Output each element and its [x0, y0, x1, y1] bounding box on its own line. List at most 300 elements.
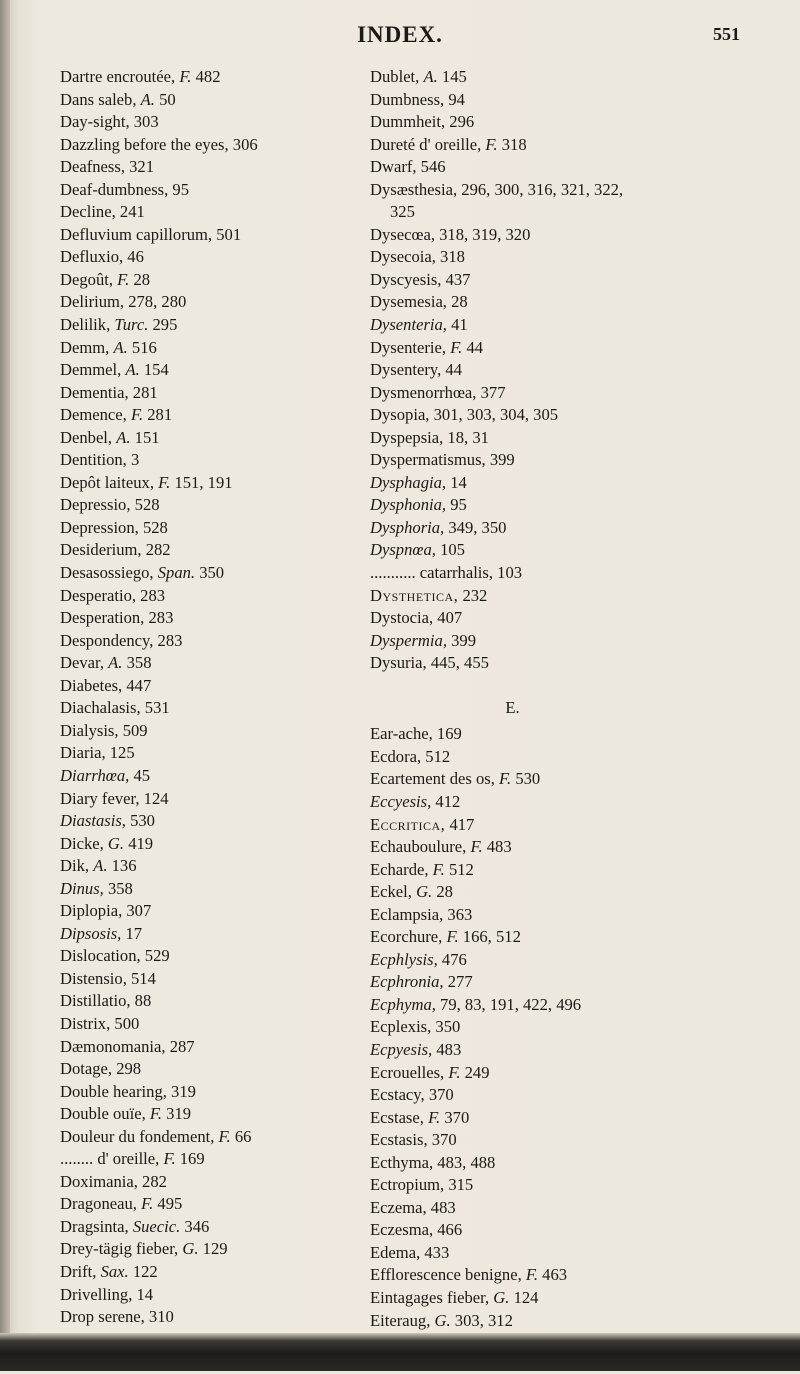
index-entry-text: F.	[163, 1149, 176, 1169]
index-entry-text: Dysmenorrhœa, 377	[370, 382, 506, 402]
index-entry-text: Dik,	[60, 856, 94, 876]
index-entry	[60, 246, 360, 269]
index-entry	[370, 746, 775, 769]
index-entry	[60, 765, 360, 788]
index-entry	[370, 971, 775, 994]
index-entry-text: Demmel,	[60, 360, 126, 380]
index-entry-text: 350	[195, 563, 225, 583]
index-entry-text: 151	[130, 427, 160, 447]
index-entry-text: 530	[511, 769, 541, 789]
index-entry	[370, 1174, 775, 1197]
index-entry-text: Doximania, 282	[60, 1171, 167, 1191]
index-entry-text: Dipsosis,	[60, 923, 122, 943]
index-entry-text: A.	[93, 856, 108, 876]
index-entry-text: Deaf-dumbness, 95	[60, 179, 190, 199]
index-entry	[370, 201, 775, 224]
index-entry-text: Demm,	[60, 337, 114, 357]
index-entry	[60, 1036, 360, 1059]
index-entry	[370, 449, 775, 472]
index-entry-text: Dementia, 281	[60, 382, 158, 402]
index-entry	[60, 382, 360, 405]
index-entry-text: Dæmonomania, 287	[60, 1036, 195, 1056]
index-entry-text: Ecphronia,	[370, 972, 444, 992]
index-entry-text: Ecartement des os,	[370, 769, 500, 789]
index-entry-text: Desperatio, 283	[60, 585, 166, 605]
index-entry-text: A.	[108, 653, 123, 673]
index-entry	[60, 990, 360, 1013]
index-entry-text: F.	[179, 67, 192, 86]
index-entry-text: E.	[505, 697, 520, 717]
index-entry-text: 105	[435, 540, 465, 560]
index-entry-text: Dyspnœa,	[370, 540, 436, 560]
index-entry-text: Dysecoia, 318	[370, 247, 465, 267]
index-entry	[370, 134, 775, 157]
index-entry-text: Dysphoria,	[370, 517, 445, 537]
page-spine-shadow	[0, 0, 10, 1371]
index-entry-text: Drift,	[60, 1261, 101, 1281]
index-entry-text: Ecdora, 512	[370, 746, 451, 766]
index-entry-text: Drey-tägig fieber,	[60, 1239, 183, 1259]
index-entry-text: Dans saleb,	[60, 89, 141, 109]
index-entry-text: Ecstasis, 370	[370, 1130, 457, 1150]
index-entry	[370, 768, 775, 791]
index-entry-text: G.	[107, 833, 125, 853]
index-entry-text: 495	[153, 1194, 183, 1214]
index-entry-text: 44	[462, 337, 484, 357]
index-entry-text: Dyscyesis, 437	[370, 269, 471, 289]
index-entry-text: Dragoneau,	[60, 1194, 142, 1214]
index-entry-text: Dureté d' oreille,	[370, 134, 486, 154]
index-entry	[370, 179, 775, 202]
index-column-right	[370, 66, 775, 1332]
index-entry	[60, 1306, 360, 1329]
index-entry-text: 463	[538, 1265, 568, 1285]
index-entry	[370, 1039, 775, 1062]
index-entry	[370, 836, 775, 859]
index-entry-text: Distensio, 514	[60, 968, 156, 988]
index-entry	[370, 427, 775, 450]
index-entry	[60, 968, 360, 991]
index-entry-text: Echauboulure,	[370, 837, 471, 857]
index-entry-text: Ecpyesis,	[370, 1039, 433, 1059]
index-entry-text: 145	[437, 67, 467, 86]
index-entry	[370, 1129, 775, 1152]
index-entry-text: Dwarf, 546	[370, 157, 446, 177]
index-entry-text: 358	[103, 878, 133, 898]
index-entry-text: Ecrouelles,	[370, 1062, 449, 1082]
index-entry-text: Dyspermia,	[370, 630, 447, 650]
index-entry-text: 154	[139, 360, 169, 380]
index-entry	[370, 630, 775, 653]
index-entry-text: Diabetes, 447	[60, 675, 152, 695]
index-entry-text: G.	[434, 1310, 451, 1330]
index-entry-text: F.	[218, 1126, 231, 1146]
index-entry-text: F.	[446, 927, 459, 947]
index-entry-text: 325	[390, 202, 415, 222]
index-entry-text: Dialysis, 509	[60, 720, 148, 740]
index-entry	[60, 66, 360, 89]
index-entry-text: Defluvium capillorum, 501	[60, 224, 242, 244]
index-entry-text: Dysecœa, 318, 319, 320	[370, 224, 531, 244]
index-entry-text: Efflorescence benigne,	[370, 1265, 526, 1285]
index-entry-text: Ecthyma, 483, 488	[370, 1152, 496, 1172]
index-entry-text: Distrix, 500	[60, 1013, 140, 1033]
index-entry-text: 232	[458, 585, 488, 605]
index-entry-text: A.	[140, 89, 155, 109]
index-entry-text: Eccyesis,	[370, 791, 432, 811]
index-entry	[60, 1013, 360, 1036]
index-entry-text: Dentition, 3	[60, 450, 140, 470]
index-entry-text: F.	[499, 769, 512, 789]
index-entry-text: 50	[154, 89, 176, 109]
index-entry-text: Depôt laiteux,	[60, 472, 159, 492]
index-entry-text: 303, 312	[450, 1310, 513, 1330]
index-entry	[370, 539, 775, 562]
index-entry-text: Dysopia, 301, 303, 304, 305	[370, 405, 559, 425]
index-entry-text: F.	[525, 1265, 539, 1285]
index-entry-text: Diachalasis, 531	[60, 698, 170, 718]
index-entry-text: 358	[122, 653, 152, 673]
index-entry	[60, 1126, 360, 1149]
index-entry-text: Eclampsia, 363	[370, 904, 473, 924]
index-entry	[370, 1197, 775, 1220]
index-entry	[60, 156, 360, 179]
index-entry-text: 79, 83, 191, 422, 496	[435, 994, 582, 1014]
index-entry-text: A.	[423, 67, 438, 86]
index-entry-text: 129	[198, 1239, 228, 1259]
index-entry-text: Ear-ache, 169	[370, 724, 462, 744]
index-entry	[60, 585, 360, 608]
index-entry-text: F.	[448, 1062, 461, 1082]
index-entry	[60, 788, 360, 811]
index-entry-text: 95	[446, 495, 467, 515]
index-entry-text: Eczesma, 466	[370, 1220, 463, 1240]
index-entry-text: A.	[116, 427, 131, 447]
index-entry	[370, 66, 775, 89]
index-entry	[370, 949, 775, 972]
index-entry-text: 349, 350	[444, 517, 507, 537]
index-entry-text: Eckel,	[370, 882, 417, 902]
index-entry-text: Dummheit, 296	[370, 112, 475, 132]
index-entry	[370, 1264, 775, 1287]
index-entry	[60, 1148, 360, 1171]
index-entry-text: Desperation, 283	[60, 608, 174, 628]
index-entry	[370, 111, 775, 134]
index-entry-text: Demence,	[60, 405, 131, 425]
index-entry-text: 399	[446, 630, 477, 650]
index-entry	[60, 742, 360, 765]
index-entry	[60, 89, 360, 112]
index-entry	[60, 720, 360, 743]
index-entry	[60, 900, 360, 923]
index-entry-text: Diarrhœa,	[60, 765, 130, 785]
running-head	[0, 22, 800, 52]
index-entry	[370, 1152, 775, 1175]
index-entry	[60, 179, 360, 202]
index-entry	[60, 314, 360, 337]
index-entry-text: Degoût,	[60, 269, 118, 289]
index-entry-text: Diaria, 125	[60, 743, 135, 763]
index-entry-text: 166, 512	[458, 927, 521, 947]
index-entry-text: Ecphyma,	[370, 994, 436, 1014]
index-entry-text: 417	[445, 814, 475, 834]
index-entry-text: 151, 191	[170, 472, 233, 492]
index-entry	[60, 539, 360, 562]
page-bottom-edge	[0, 1333, 800, 1371]
index-entry-text: Depression, 528	[60, 517, 168, 537]
index-entry	[60, 855, 360, 878]
index-entry-text: Denbel,	[60, 427, 117, 447]
index-entry-text: 482	[191, 67, 221, 86]
index-entry-text: Decline, 241	[60, 202, 145, 222]
index-entry-text: 483	[482, 837, 512, 857]
page-number: 551	[713, 24, 740, 44]
index-entry	[60, 878, 360, 901]
index-entry	[60, 291, 360, 314]
index-entry	[370, 1107, 775, 1130]
index-entry	[370, 404, 775, 427]
index-entry-text: Devar,	[60, 653, 109, 673]
index-entry-text: Delilik,	[60, 315, 115, 335]
index-entry	[370, 1242, 775, 1265]
index-entry	[370, 926, 775, 949]
index-entry-text: F.	[428, 1107, 441, 1127]
index-entry-text: Eiteraug,	[370, 1310, 435, 1330]
index-entry	[60, 111, 360, 134]
index-entry	[60, 427, 360, 450]
index-entry-text: F.	[130, 405, 144, 425]
index-entry-text: 419	[124, 833, 154, 853]
index-entry	[60, 1284, 360, 1307]
index-entry-text: 249	[460, 1062, 490, 1082]
index-entry-text: Eintagages fieber,	[370, 1287, 494, 1307]
index-entry-text: Dysphonia,	[370, 495, 447, 515]
index-entry	[60, 269, 360, 292]
index-entry	[370, 291, 775, 314]
index-entry	[60, 224, 360, 247]
index-entry	[370, 314, 775, 337]
index-entry-text: Dazzling before the eyes, 306	[60, 134, 258, 154]
index-entry-text: Depressio, 528	[60, 495, 160, 515]
index-entry	[370, 562, 775, 585]
index-entry-text: 516	[127, 337, 157, 357]
index-entry	[60, 1081, 360, 1104]
index-entry	[60, 675, 360, 698]
index-entry	[370, 1016, 775, 1039]
index-entry-text: Double ouïe,	[60, 1104, 150, 1124]
index-entry	[370, 1084, 775, 1107]
index-entry-text: 17	[121, 923, 143, 943]
index-entry-text: Dicke,	[60, 833, 108, 853]
index-entry-text: Day-sight, 303	[60, 112, 159, 132]
index-entry	[60, 810, 360, 833]
index-entry-text: Dotage, 298	[60, 1059, 142, 1079]
index-column-left	[60, 66, 360, 1374]
index-entry-text: Dyspepsia, 18, 31	[370, 427, 489, 447]
index-entry-text: 346	[180, 1216, 210, 1236]
index-entry-text: Dinus,	[60, 878, 104, 898]
index-entry	[60, 652, 360, 675]
index-entry	[370, 994, 775, 1017]
index-entry	[370, 904, 775, 927]
index-entry-text: F.	[450, 337, 463, 357]
index-entry	[370, 1062, 775, 1085]
index-entry	[60, 630, 360, 653]
index-entry	[370, 814, 775, 837]
index-entry-text: Desasossiego,	[60, 563, 158, 583]
index-entry	[60, 1238, 360, 1261]
index-entry-text: Distillatio, 88	[60, 991, 152, 1011]
index-entry-text: 281	[143, 405, 173, 425]
index-entry	[370, 859, 775, 882]
index-entry	[60, 404, 360, 427]
index-entry-text: F.	[149, 1104, 163, 1124]
index-entry-text: ........... catarrhalis, 103	[370, 563, 523, 583]
index-entry-text: Defluxio, 46	[60, 247, 144, 267]
index-entry-text: Dystocia, 407	[370, 608, 463, 628]
index-entry-text: 476	[437, 949, 467, 969]
index-entry-text: F.	[485, 134, 498, 154]
index-entry-text: 319	[162, 1104, 192, 1124]
index-entry	[370, 881, 775, 904]
index-entry-text: 136	[107, 856, 137, 876]
index-entry-text: 41	[446, 315, 468, 335]
index-entry-text: Drop serene, 310	[60, 1307, 174, 1327]
index-entry-text: G.	[493, 1287, 510, 1307]
index-entry-text: ........ d' oreille,	[60, 1149, 164, 1169]
index-entry-text: Deafness, 321	[60, 157, 155, 177]
index-entry-text: G.	[416, 882, 433, 902]
index-entry-text: 530	[125, 811, 155, 831]
index-entry-text: Douleur du fondement,	[60, 1126, 219, 1146]
index-entry-text: Edema, 433	[370, 1242, 450, 1262]
index-entry	[370, 517, 775, 540]
index-entry-text: Desiderium, 282	[60, 540, 171, 560]
index-entry-text: Suecic.	[132, 1216, 181, 1236]
index-entry	[370, 1287, 775, 1310]
running-title: INDEX.	[357, 22, 443, 47]
section-letter-heading	[370, 697, 775, 720]
index-entry-text: Dyspermatismus, 399	[370, 450, 515, 470]
index-entry-text: Turc.	[114, 315, 149, 335]
index-entry-text: Despondency, 283	[60, 630, 183, 650]
index-entry-text: F.	[470, 837, 483, 857]
index-entry	[370, 337, 775, 360]
index-entry	[60, 359, 360, 382]
index-entry-text: 122	[128, 1261, 158, 1281]
index-entry	[60, 562, 360, 585]
index-entry	[370, 652, 775, 675]
index-entry	[60, 1171, 360, 1194]
index-entry	[60, 1058, 360, 1081]
index-entry	[370, 359, 775, 382]
index-entry	[370, 791, 775, 814]
index-entry-text: Ecplexis, 350	[370, 1017, 461, 1037]
index-entry	[60, 517, 360, 540]
index-entry-text: 512	[444, 859, 474, 879]
index-entry	[60, 201, 360, 224]
index-entry-text: Drivelling, 14	[60, 1284, 154, 1304]
index-entry-text: Eccritica,	[370, 814, 446, 834]
index-entry	[60, 1216, 360, 1239]
index-entry-text: Span.	[157, 563, 196, 583]
index-entry-text: Dysemesia, 28	[370, 292, 468, 312]
index-entry	[60, 1261, 360, 1284]
index-entry-text: Ecphlysis,	[370, 949, 438, 969]
index-entry-text: 318	[497, 134, 527, 154]
index-entry-text: 370	[440, 1107, 470, 1127]
index-entry	[60, 697, 360, 720]
index-entry-text: Dislocation, 529	[60, 946, 170, 966]
index-entry-text: Ecorchure,	[370, 927, 447, 947]
index-entry-text: 412	[431, 791, 461, 811]
index-entry-text: Dysæsthesia, 296, 300, 316, 321, 322,	[370, 179, 624, 199]
index-entry-text: 14	[446, 472, 467, 492]
index-entry	[370, 382, 775, 405]
index-entry	[370, 156, 775, 179]
index-entry-text: Dysenteria,	[370, 315, 447, 335]
index-entry-text: Eczema, 483	[370, 1197, 456, 1217]
index-entry-text: F.	[158, 472, 171, 492]
index-entry	[60, 607, 360, 630]
index-entry-text: Ectropium, 315	[370, 1175, 474, 1195]
index-entry-text: 45	[129, 765, 151, 785]
index-entry-text: F.	[141, 1194, 154, 1214]
index-entry-text: Dysuria, 445, 455	[370, 653, 489, 673]
index-entry	[370, 1310, 775, 1333]
index-entry-text: 28	[432, 882, 453, 902]
index-entry-text: 295	[148, 315, 178, 335]
index-entry	[60, 833, 360, 856]
index-entry-text: Dumbness, 94	[370, 89, 465, 109]
index-entry-text: 277	[443, 972, 473, 992]
index-entry-text: F.	[432, 859, 445, 879]
index-entry	[60, 1103, 360, 1126]
index-entry-text: Dartre encroutée,	[60, 67, 180, 86]
index-entry-text: A.	[113, 337, 128, 357]
index-entry-text: A.	[125, 360, 140, 380]
index-entry-text: G.	[182, 1239, 199, 1259]
index-entry-text: 169	[175, 1149, 205, 1169]
index-entry	[370, 585, 775, 608]
index-entry	[60, 472, 360, 495]
index-entry-text: Diastasis,	[60, 811, 126, 831]
index-entry	[60, 1193, 360, 1216]
index-entry-text: Ecstacy, 370	[370, 1085, 454, 1105]
index-entry-text: Delirium, 278, 280	[60, 292, 187, 312]
index-entry-text: Double hearing, 319	[60, 1081, 196, 1101]
index-entry	[60, 134, 360, 157]
index-entry	[60, 449, 360, 472]
index-entry	[370, 89, 775, 112]
index-entry	[370, 269, 775, 292]
index-entry	[370, 472, 775, 495]
index-entry	[370, 246, 775, 269]
index-entry-text: Dublet,	[370, 67, 424, 86]
index-entry-text: 124	[509, 1287, 539, 1307]
index-entry-text: Dysentery, 44	[370, 360, 463, 380]
index-entry-text: Diplopia, 307	[60, 901, 152, 921]
index-entry-text: Diary fever, 124	[60, 788, 169, 808]
index-entry-text: Dragsinta,	[60, 1216, 133, 1236]
index-entry	[60, 945, 360, 968]
index-entry-text: Dysphagia,	[370, 472, 447, 492]
index-entry	[60, 494, 360, 517]
index-entry-text: F.	[117, 269, 130, 289]
index-entry-text: Echarde,	[370, 859, 433, 879]
index-entry	[370, 1219, 775, 1242]
index-entry	[370, 494, 775, 517]
